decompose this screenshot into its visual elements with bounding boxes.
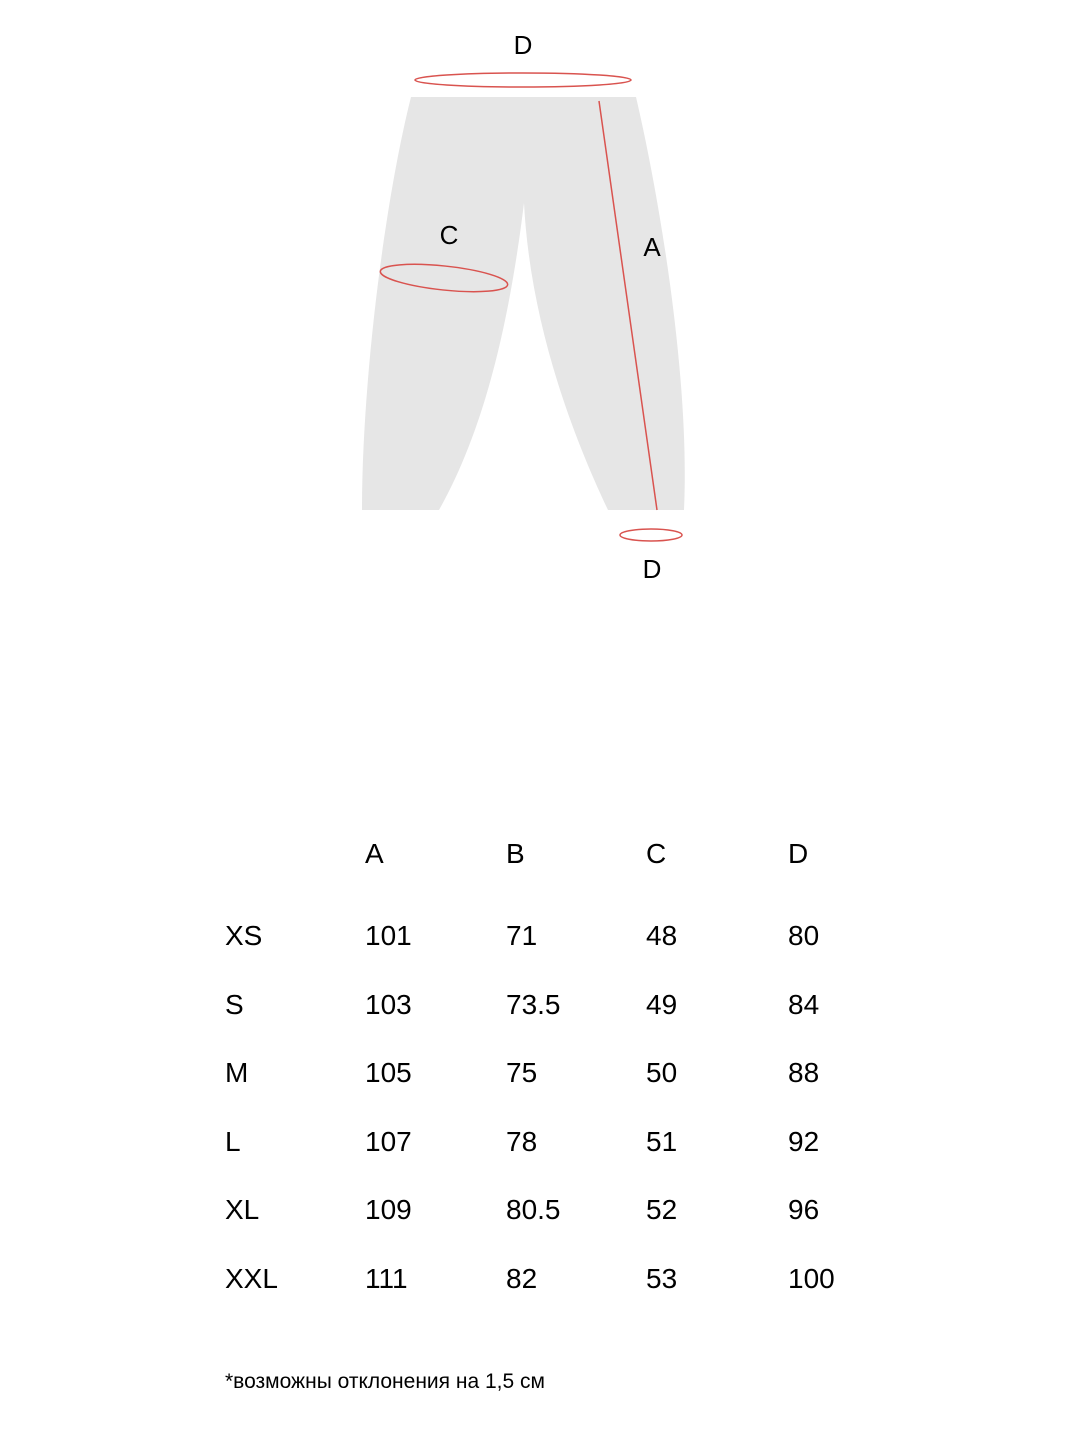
table-cell: 75 (506, 1057, 538, 1088)
length-label: A (643, 232, 661, 262)
table-cell: 71 (506, 920, 538, 951)
table-cell: 51 (646, 1125, 678, 1157)
table-header-cell: A (365, 838, 384, 869)
size-label: XS (225, 920, 263, 951)
size-label: S (225, 988, 244, 1020)
table-cell: 80 (788, 920, 820, 951)
hem-label: D (642, 554, 662, 584)
table-cell: 80.5 (506, 1194, 561, 1225)
table-cell: 92 (788, 1125, 820, 1157)
table-cell: 53 (646, 1262, 678, 1294)
table-cell: 111 (365, 1262, 408, 1294)
size-label: L (225, 1125, 241, 1157)
table-cell: 101 (365, 920, 412, 951)
table-cell: 109 (365, 1194, 412, 1225)
table-cell: 84 (788, 988, 820, 1020)
table-cell: 82 (506, 1262, 538, 1294)
table-header-cell: B (506, 838, 525, 869)
table-cell: 73.5 (506, 988, 561, 1020)
hem-measure-ellipse (620, 529, 682, 541)
thigh-label: C (439, 220, 459, 250)
pants-measurement-diagram (0, 0, 1080, 640)
table-cell: 49 (646, 988, 678, 1020)
size-label: XL (225, 1194, 260, 1225)
table-header-cell: D (788, 838, 809, 869)
table-cell: 48 (646, 920, 678, 951)
pants-silhouette (362, 97, 685, 510)
table-cell: 50 (646, 1057, 678, 1088)
size-label: XXL (225, 1262, 278, 1294)
footnote: *возможны отклонения на 1,5 см (225, 1370, 545, 1393)
table-cell: 100 (788, 1262, 835, 1294)
table-cell: 96 (788, 1194, 820, 1225)
table-cell: 103 (365, 988, 412, 1020)
table-cell: 105 (365, 1057, 412, 1088)
waist-measure-ellipse (415, 73, 631, 87)
size-label: M (225, 1057, 249, 1088)
table-cell: 107 (365, 1125, 412, 1157)
table-cell: 78 (506, 1125, 538, 1157)
table-cell: 88 (788, 1057, 820, 1088)
waist-label: D (513, 30, 533, 60)
table-header-cell: C (646, 838, 667, 869)
table-cell: 52 (646, 1194, 678, 1225)
